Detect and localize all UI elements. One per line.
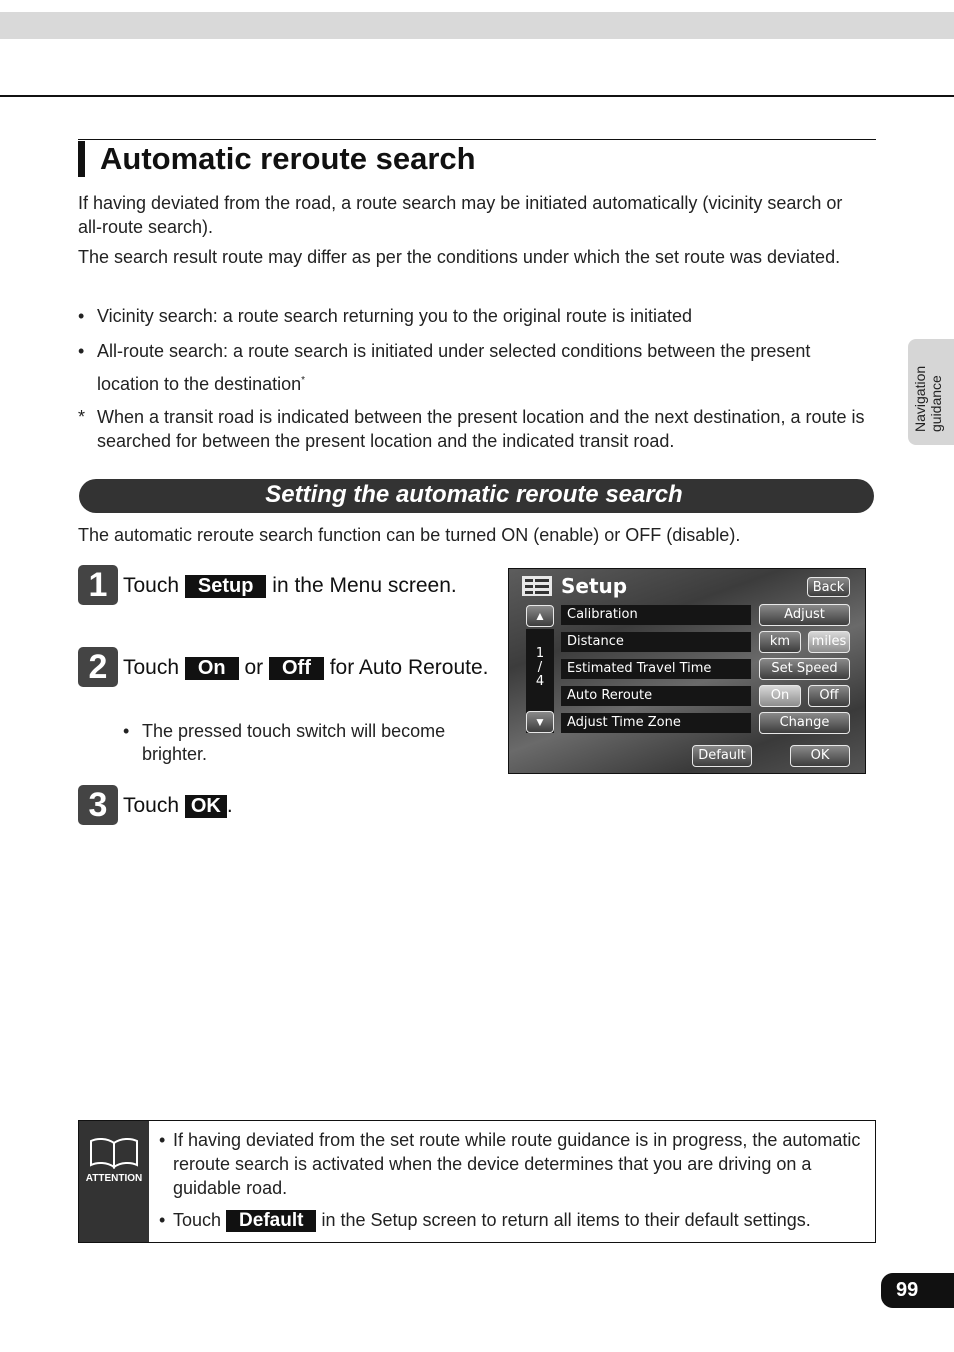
page-title: Automatic reroute search [100, 141, 476, 176]
change-button[interactable]: Change [759, 712, 850, 734]
note-text: The pressed touch switch will become brighter. [142, 721, 446, 764]
auto-reroute-off-button[interactable]: Off [808, 685, 850, 707]
setup-screen-illustration [508, 568, 866, 774]
row-estimated-travel-time: Estimated Travel Time [561, 659, 751, 679]
screen-title: Setup [561, 574, 628, 598]
step-text-part: Touch [123, 574, 185, 597]
page-number-tab [881, 1273, 954, 1308]
setup-list-icon [522, 576, 552, 596]
km-button[interactable]: km [759, 631, 801, 653]
row-auto-reroute: Auto Reroute [561, 686, 751, 706]
default-chip: Default [226, 1210, 316, 1232]
bullet-mark: • [78, 341, 85, 361]
row-distance: Distance [561, 632, 751, 652]
default-button[interactable]: Default [692, 745, 752, 767]
attention-box [78, 1120, 876, 1243]
section-title: Setting the automatic reroute search [265, 481, 683, 508]
section-intro: The automatic reroute search function can be turned ON (enable) or OFF (disable). [78, 525, 741, 545]
header-rule [0, 95, 954, 97]
attention-text [173, 1208, 863, 1232]
footnote-mark: * [78, 407, 86, 427]
step-number-3: 3 [78, 785, 118, 825]
step-3-text [123, 790, 493, 821]
off-chip: Off [269, 657, 324, 680]
step-number-2: 2 [78, 647, 118, 687]
on-chip: On [185, 657, 239, 680]
side-tab [908, 339, 954, 445]
row-adjust-time-zone: Adjust Time Zone [561, 713, 751, 733]
book-icon [89, 1137, 139, 1169]
step-1-text [123, 570, 493, 601]
attention-text: If having deviated from the set route while route guidance is in progress, the automatic reroute search is activated when the device determines that you are driving on a guidable road. [173, 1130, 861, 1198]
step-text-part: . [226, 794, 233, 817]
page-total: 4 [535, 674, 545, 689]
page-current: 1 [535, 646, 545, 661]
miles-button[interactable]: miles [808, 631, 850, 653]
bullet-mark: • [78, 306, 85, 326]
intro-paragraph-1: If having deviated from the road, a route search may be initiated automatically (vicinity search or all-route search). [78, 193, 843, 237]
setup-chip: Setup [185, 575, 267, 598]
attention-label: ATTENTION [85, 1173, 143, 1184]
attention-mark: • [159, 1130, 166, 1150]
footnote-ref: * [301, 375, 306, 386]
attention-sidebar [79, 1121, 149, 1242]
title-marker [78, 141, 85, 177]
step-number-1: 1 [78, 565, 118, 605]
step-text-part: in the Menu screen. [266, 574, 457, 597]
step-text-part: Touch [123, 794, 185, 817]
attention-text-part: Touch [173, 1210, 227, 1230]
footnote-text: When a transit road is indicated between the present location and the next destination, a route is searched for between the present location and the indicated transit road. [97, 407, 865, 451]
back-button[interactable]: Back [807, 577, 850, 597]
attention-mark: • [159, 1210, 166, 1230]
ok-button[interactable]: OK [790, 745, 850, 767]
page-separator: / [537, 660, 543, 675]
auto-reroute-on-button[interactable]: On [759, 685, 801, 707]
row-calibration: Calibration [561, 605, 751, 625]
attention-text-part: in the Setup screen to return all items to their default settings. [316, 1210, 811, 1230]
section-banner [79, 479, 874, 513]
bullet-text [97, 336, 877, 399]
step-text-part: for Auto Reroute. [323, 656, 489, 679]
header-band [0, 12, 954, 39]
bullet-text-body: All-route search: a route search is initiated under selected conditions between the present location to the destination [97, 341, 811, 394]
page-down-arrow-icon[interactable]: ▼ [526, 711, 554, 733]
intro-paragraph-2: The search result route may differ as per the conditions under which the set route was deviated. [78, 247, 841, 267]
step-text-part: Touch [123, 656, 185, 679]
adjust-button[interactable]: Adjust [759, 604, 850, 626]
side-tab-label: Navigation guidance [912, 365, 944, 432]
set-speed-button[interactable]: Set Speed [759, 658, 850, 680]
note-mark: • [123, 721, 130, 741]
step-2-text [123, 652, 493, 683]
ok-chip: OK [185, 795, 227, 818]
step-text-part: or [238, 656, 269, 679]
page-number: 99 [896, 1279, 919, 1301]
page-up-arrow-icon[interactable]: ▲ [526, 605, 554, 627]
bullet-text: Vicinity search: a route search returning you to the original route is initiated [97, 306, 692, 326]
